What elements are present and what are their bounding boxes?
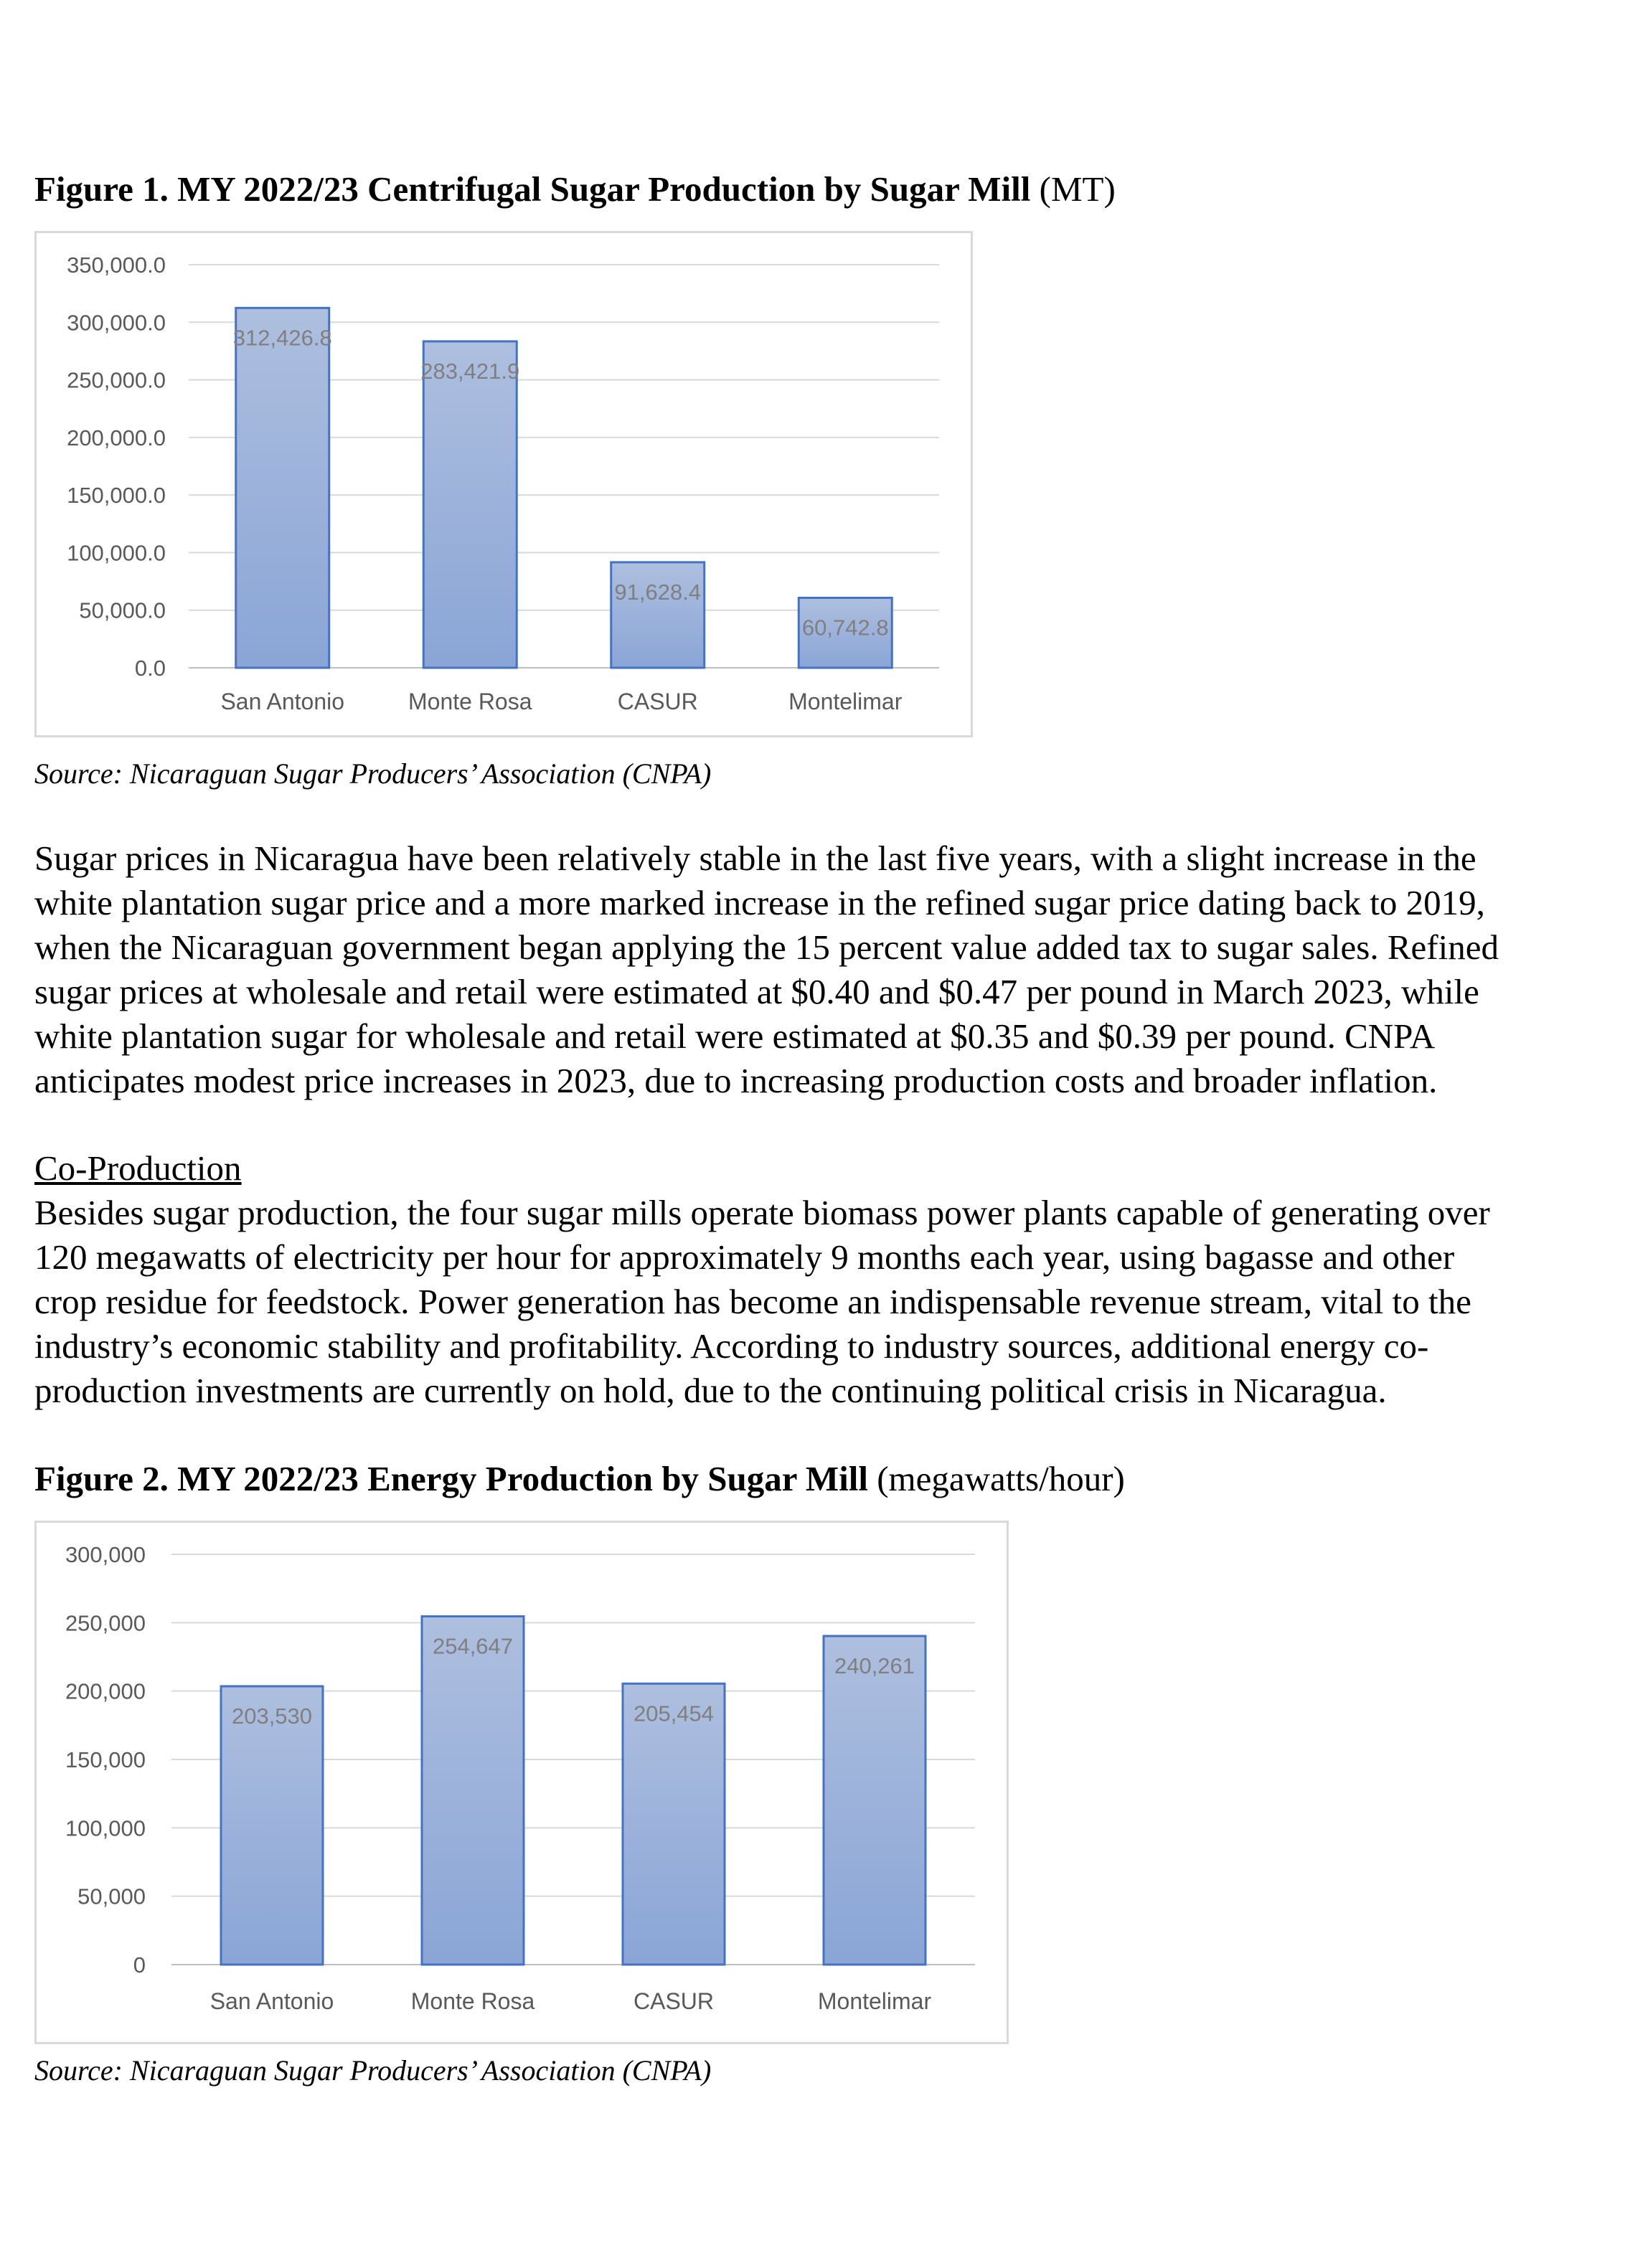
paragraph-line: Besides sugar production, the four sugar mills operate biomass power plants capable of generating over [34, 1193, 1490, 1232]
figure2-chart-svg [37, 1523, 1007, 2042]
x-category-label: San Antonio [220, 689, 345, 714]
data-label: 254,647 [432, 1633, 514, 1659]
figure1-title [34, 169, 1116, 209]
data-label: 312,426.8 [232, 325, 332, 351]
y-tick-label: 100,000.0 [67, 540, 166, 566]
y-tick-label: 250,000.0 [67, 367, 166, 393]
paragraph-line: 120 megawatts of electricity per hour for approximately 9 months each year, using bagasse and other [34, 1237, 1455, 1277]
bar-san-antonio [236, 308, 329, 668]
figure1-source: Source: Nicaraguan Sugar Producers’ Association (CNPA) [34, 757, 712, 790]
bar-casur [611, 562, 705, 668]
data-label: 283,421.9 [420, 358, 520, 384]
y-tick-label: 300,000 [65, 1542, 146, 1567]
figure1-chart-svg [37, 233, 971, 735]
coproduction-paragraph [34, 1191, 1598, 1413]
paragraph-line: white plantation sugar price and a more marked increase in the refined sugar price dating back to 2019, [34, 883, 1485, 922]
y-tick-label: 50,000.0 [79, 597, 166, 623]
data-label: 240,261 [834, 1653, 915, 1678]
price-paragraph [34, 836, 1598, 1103]
x-category-label: Monte Rosa [410, 1988, 535, 2014]
data-label: 60,742.8 [801, 615, 889, 641]
figure2-title-bold: Figure 2. MY 2022/23 Energy Production by Sugar Mill [34, 1459, 868, 1498]
data-label: 203,530 [231, 1703, 313, 1729]
data-label: 205,454 [633, 1701, 715, 1726]
paragraph-line: industry’s economic stability and profitability. According to industry sources, additional energy co- [34, 1326, 1429, 1366]
x-category-label: Monte Rosa [408, 689, 532, 714]
figure1-title-bold: Figure 1. MY 2022/23 Centrifugal Sugar Production by Sugar Mill [34, 169, 1031, 209]
data-label: 91,628.4 [614, 579, 702, 605]
x-category-label: Montelimar [817, 1988, 932, 2014]
paragraph-line: crop residue for feedstock. Power generation has become an indispensable revenue stream, vital to the [34, 1282, 1471, 1321]
coproduction-heading: Co-Production [34, 1148, 242, 1188]
y-tick-label: 200,000 [65, 1678, 146, 1704]
bar-monte-rosa [423, 341, 517, 668]
x-category-label: Montelimar [788, 689, 903, 714]
bar-monte-rosa [422, 1616, 524, 1965]
paragraph-line: anticipates modest price increases in 2023, due to increasing production costs and broader inflation. [34, 1061, 1438, 1100]
paragraph-line: when the Nicaraguan government began applying the 15 percent value added tax to sugar sales. Refined [34, 927, 1499, 967]
bar-montelimar [824, 1636, 925, 1965]
y-tick-label: 300,000.0 [67, 310, 166, 336]
figure1-title-unit: (MT) [1030, 169, 1116, 209]
x-category-label: CASUR [617, 689, 698, 714]
figure2-source: Source: Nicaraguan Sugar Producers’ Association (CNPA) [34, 2054, 712, 2087]
figure2-title [34, 1459, 1125, 1499]
y-tick-label: 50,000 [77, 1884, 146, 1909]
y-tick-label: 150,000 [65, 1747, 146, 1772]
x-category-label: CASUR [633, 1988, 715, 2014]
paragraph-line: sugar prices at wholesale and retail were estimated at $0.40 and $0.47 per pound in March 2023, while [34, 972, 1479, 1011]
y-tick-label: 250,000 [65, 1610, 146, 1636]
y-tick-label: 350,000.0 [67, 252, 166, 278]
paragraph-line: Sugar prices in Nicaragua have been relatively stable in the last five years, with a slight increase in the [34, 838, 1476, 878]
paragraph-line: white plantation sugar for wholesale and retail were estimated at $0.35 and $0.39 per pound. CNPA [34, 1016, 1436, 1056]
y-tick-label: 100,000 [65, 1815, 146, 1841]
y-tick-label: 200,000.0 [67, 425, 166, 450]
x-category-label: San Antonio [209, 1988, 334, 2014]
y-tick-label: 150,000.0 [67, 483, 166, 509]
figure2-title-unit: (megawatts/hour) [867, 1459, 1125, 1498]
y-tick-label: 0.0 [134, 656, 166, 681]
y-tick-label: 0 [133, 1952, 146, 1978]
figure1-chart [34, 231, 973, 737]
figure2-chart [34, 1521, 1009, 2044]
paragraph-line: production investments are currently on hold, due to the continuing political crisis in Nicaragua. [34, 1371, 1387, 1410]
